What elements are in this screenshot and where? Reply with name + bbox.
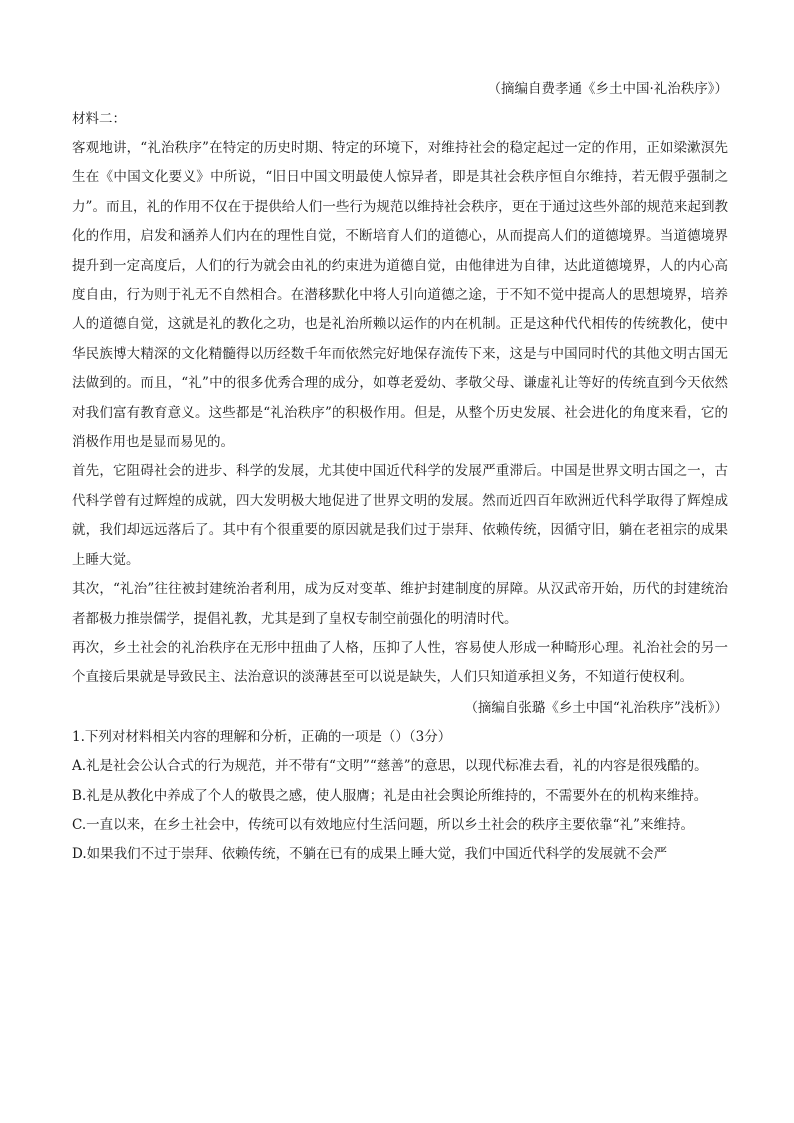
source-citation-bottom: （摘编自张璐《乡土中国“礼治秩序”浅析》） bbox=[464, 699, 728, 716]
document-page bbox=[72, 74, 728, 870]
material-heading: 材料二： bbox=[72, 111, 126, 127]
paragraph-3: 其次，“礼治”往往被封建统治者利用，成为反对变革、维护封建制度的屏障。从汉武帝开始，历代的封建统治者都极力推崇儒学，提倡礼教，尤其是到了皇权专制空前强化的明清时代。 bbox=[72, 581, 728, 627]
question-stem: 1.下列对材料相关内容的理解和分析，正确的一项是（）（3分） bbox=[72, 728, 452, 745]
option-list bbox=[72, 752, 728, 870]
paragraph-4: 再次，乡土社会的礼治秩序在无形中扭曲了人格，压抑了人性，容易使人形成一种畸形心理。礼治社会的另一个直接后果就是导致民主、法治意识的淡薄甚至可以说是缺失，人们只知道承担义务，不知道行使权利。 bbox=[72, 639, 728, 686]
source-citation-top: （摘编自费孝通《乡土中国·礼治秩序》） bbox=[487, 81, 728, 97]
option-b[interactable]: B.礼是从教化中养成了个人的敬畏之感，使人服膺；礼是由社会舆论所维持的，不需要外在的机构来维持。 bbox=[72, 787, 708, 804]
paragraph-1: 客观地讲，“礼治秩序”在特定的历史时期、特定的环境下，对维持社会的稳定起过一定的作用，正如梁漱溟先生在《中国文化要义》中所说，“旧日中国文明最使人惊异者，即是其社会秩序恒自尔维持，若无假乎强制之力”。而且，礼的作用不仅在于提供给人们一些行为规范以维持社会秩序，更在于通过这些外部的规范来起到教化的作用，启发和涵养人们内在的理性自觉，不断培育人们的道德心，从而提高人们的道德境界。当道德境界提升到一定高度后，人们的行为就会由礼的约束进为道德自觉，由他律进为自律，达此道德境界，人的内心高度自由，行为则于礼无不自然相合。在潜移默化中将人引向道德之途，于不知不觉中提高人的思想境界，培养人的道德自觉，这就是礼的教化之功，也是礼治所赖以运作的内在机制。正是这种代代相传的传统教化，使中华民族博大精深的文化精髓得以历经数千年而依然完好地保存流传下来，这是与中国同时代的其他文明古国无法做到的。而且，“礼”中的很多优秀合理的成分，如尊老爱幼、孝敬父母、谦虚礼让等好的传统直到今天依然对我们富有教育意义。这些都是“礼治秩序”的积极作用。但是，从整个历史发展、社会进化的角度来看，它的消极作用也是显而易见的。 bbox=[72, 140, 728, 451]
option-a[interactable]: A.礼是社会公认合式的行为规范，并不带有“文明”“慈善”的意思，以现代标准去看，礼的内容是很残酷的。 bbox=[72, 758, 708, 775]
option-c[interactable]: C.一直以来，在乡土社会中，传统可以有效地应付生活问题，所以乡土社会的秩序主要依靠“礼”来维持。 bbox=[72, 816, 694, 833]
option-d[interactable]: D.如果我们不过于崇拜、依赖传统，不躺在已有的成果上睡大觉，我们中国近代科学的发展就不会严 bbox=[72, 846, 668, 863]
article-body bbox=[72, 134, 728, 693]
paragraph-2: 首先，它阻碍社会的进步、科学的发展，尤其使中国近代科学的发展严重滞后。中国是世界文明古国之一，古代科学曾有过辉煌的成就，四大发明极大地促进了世界文明的发展。然而近四百年欧洲近代科学取得了辉煌成就，我们却远远落后了。其中有个很重要的原因就是我们过于崇拜、依赖传统，因循守旧，躺在老祖宗的成果上睡大觉。 bbox=[72, 463, 728, 568]
